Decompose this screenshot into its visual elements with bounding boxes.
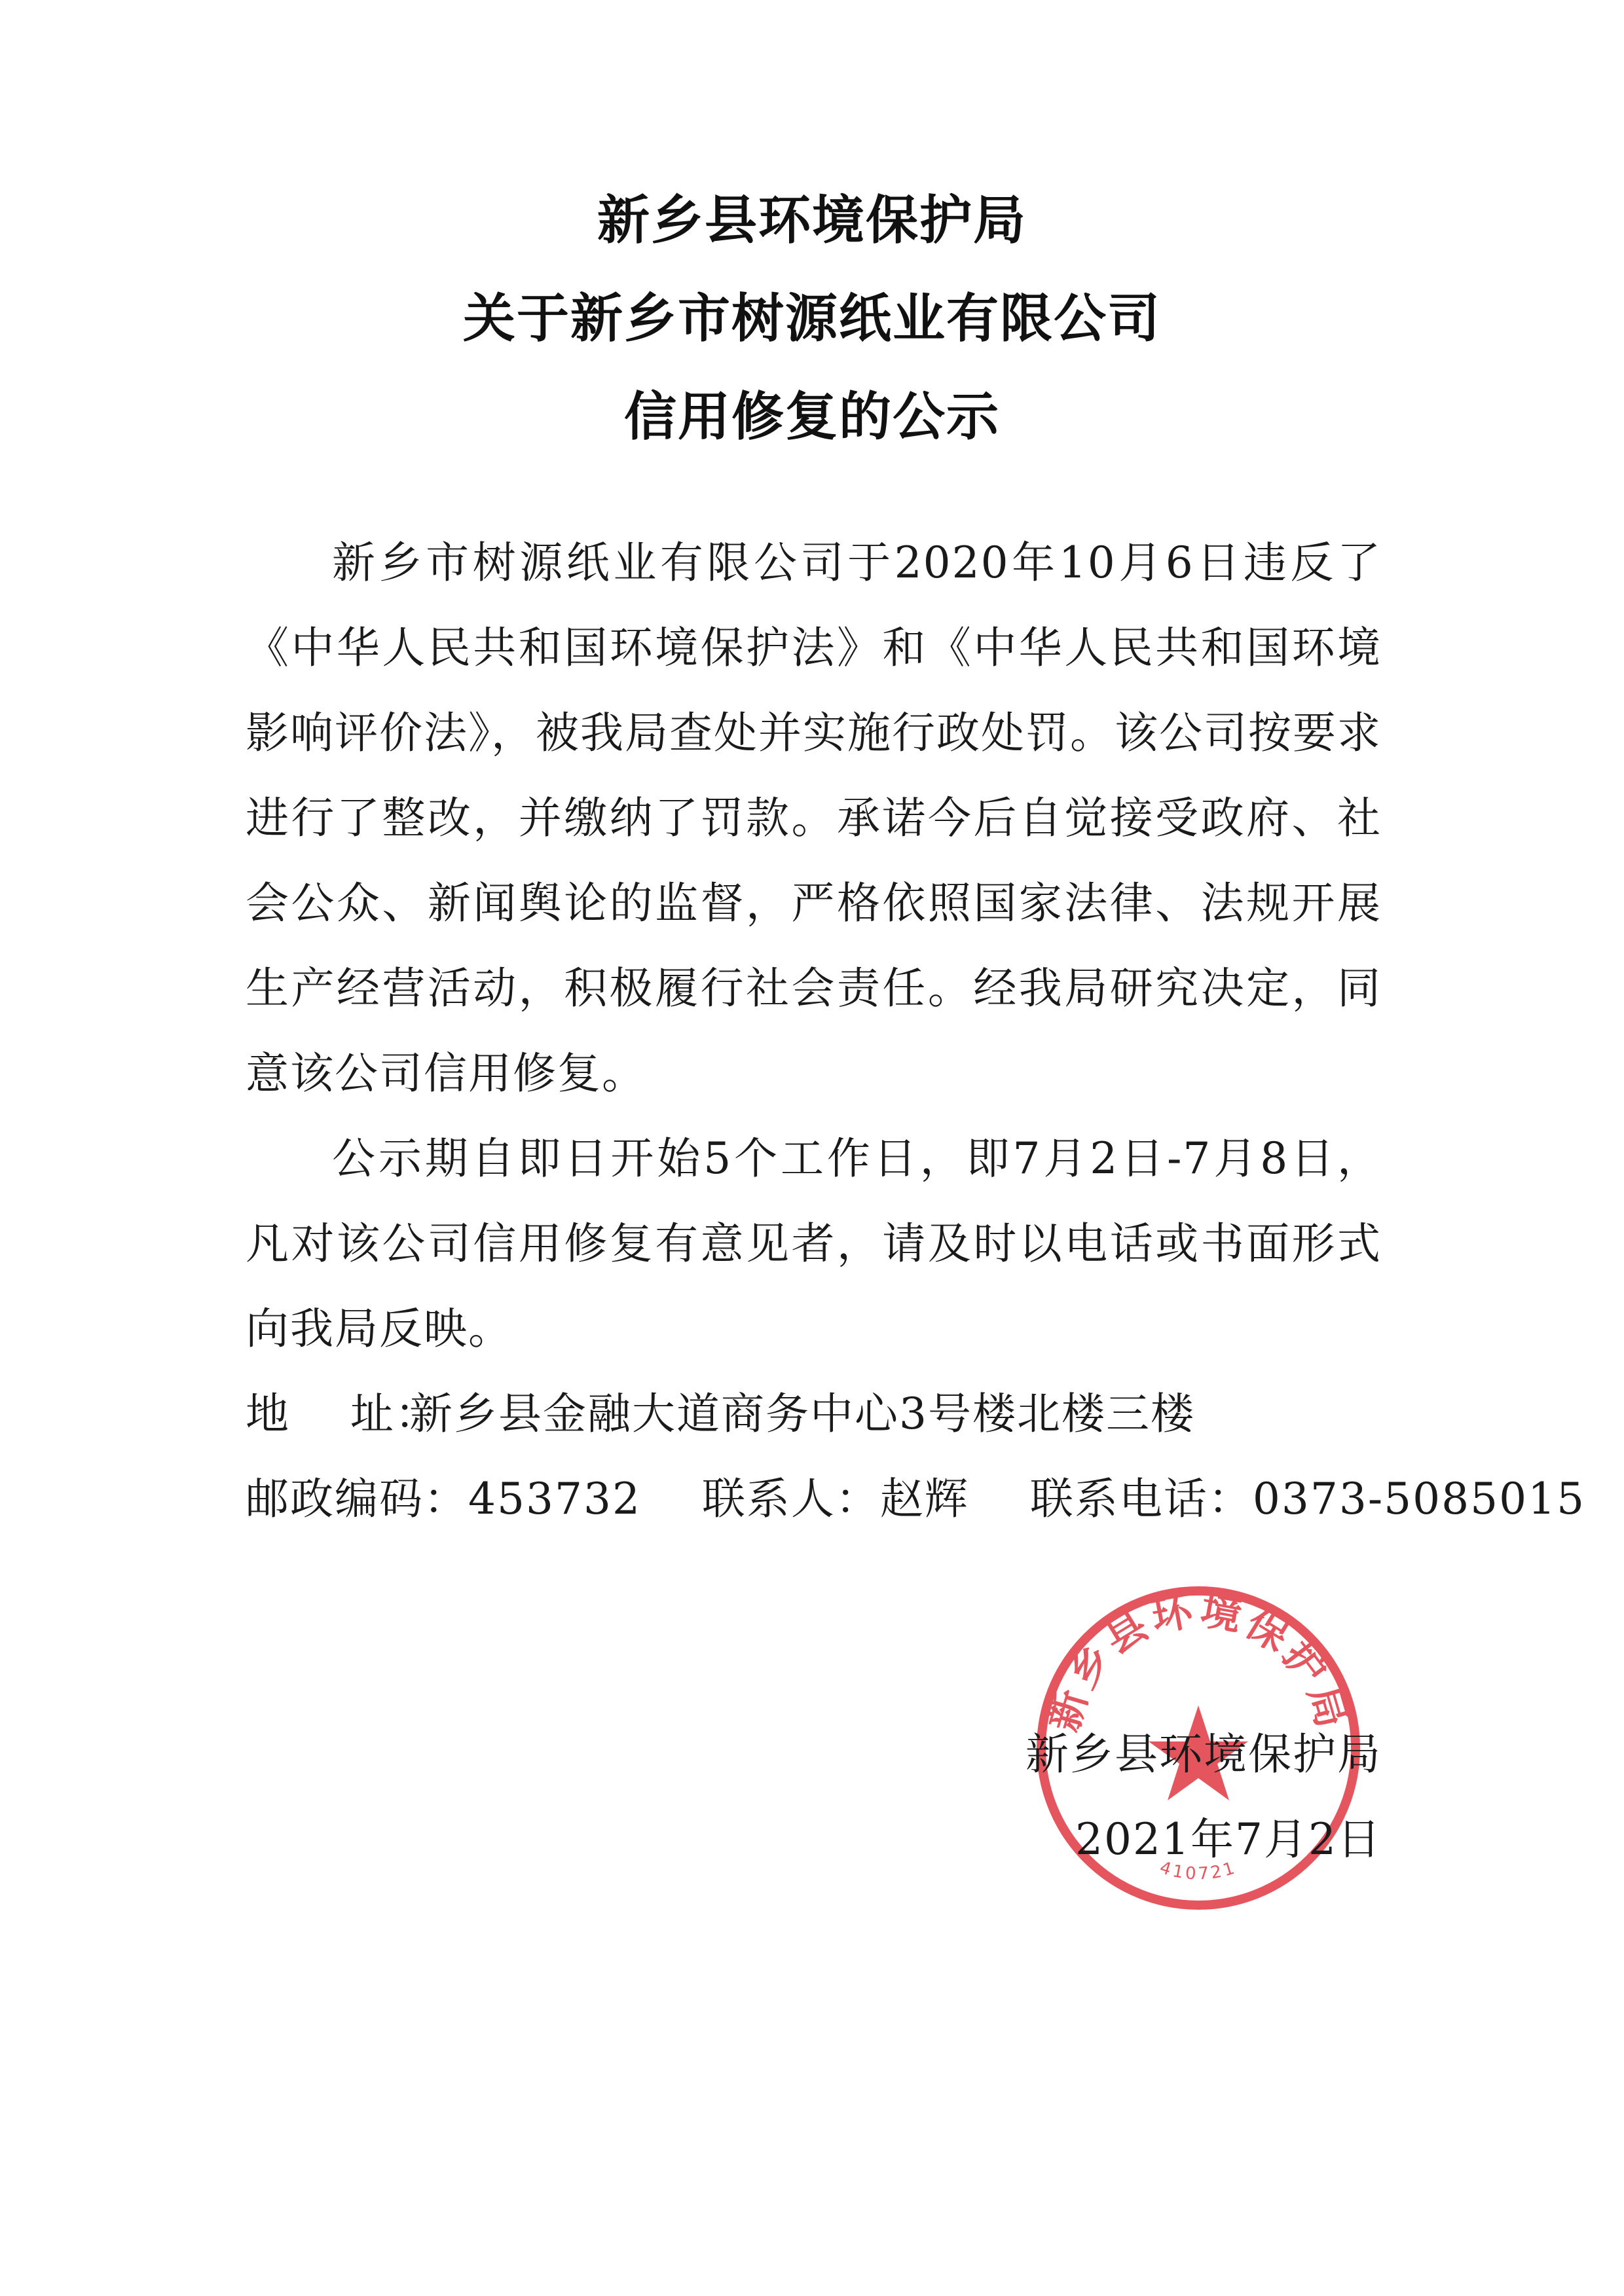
title-line-2: 关于新乡市树源纸业有限公司 bbox=[463, 288, 1161, 349]
paragraph-2-text: 公示期自即日开始5个工作日，即7月2日-7月8日，凡对该公司信用修复有意见者，请及时以电话或书面形式向我局反映。 bbox=[246, 1133, 1382, 1354]
document-title bbox=[0, 172, 1624, 466]
contact-person: 联系人：赵辉 bbox=[701, 1474, 969, 1524]
paragraph-1-text: 新乡市树源纸业有限公司于2020年10月6日违反了《中华人民共和国环境保护法》和《中华人民共和国环境影响评价法》，被我局查处并实施行政处罚。该公司按要求进行了整改，并缴纳了罚款。承诺今后自觉接受政府、社会公众、新闻舆论的监督，严格依照国家法律、法规开展生产经营活动，积极履行社会责任。经我局研究决定，同意该公司信用修复。 bbox=[246, 538, 1382, 1099]
address-value: 新乡县金融大道商务中心3号楼北楼三楼 bbox=[409, 1389, 1195, 1439]
contact-phone: 联系电话：0373-5085015 bbox=[1029, 1474, 1586, 1524]
postal-code: 邮政编码：453732 bbox=[246, 1474, 641, 1524]
title-line-3: 信用修复的公示 bbox=[624, 386, 1000, 447]
body-paragraph-1 bbox=[246, 520, 1382, 1116]
contact-line bbox=[246, 1457, 1585, 1542]
signature-org: 新乡县环境保护局 bbox=[1025, 1729, 1382, 1779]
signature-block bbox=[1025, 1712, 1382, 1882]
address-label: 地 址： bbox=[246, 1389, 439, 1439]
signature-date: 2021年7月2日 bbox=[1075, 1814, 1382, 1865]
title-line-1: 新乡县环境保护局 bbox=[597, 190, 1027, 251]
address-line bbox=[246, 1372, 1195, 1457]
body-paragraph-2 bbox=[246, 1116, 1382, 1372]
seal-code: 410721 bbox=[1157, 1857, 1240, 1884]
seal-text: 新乡县环境保护局 bbox=[1039, 1586, 1357, 1737]
